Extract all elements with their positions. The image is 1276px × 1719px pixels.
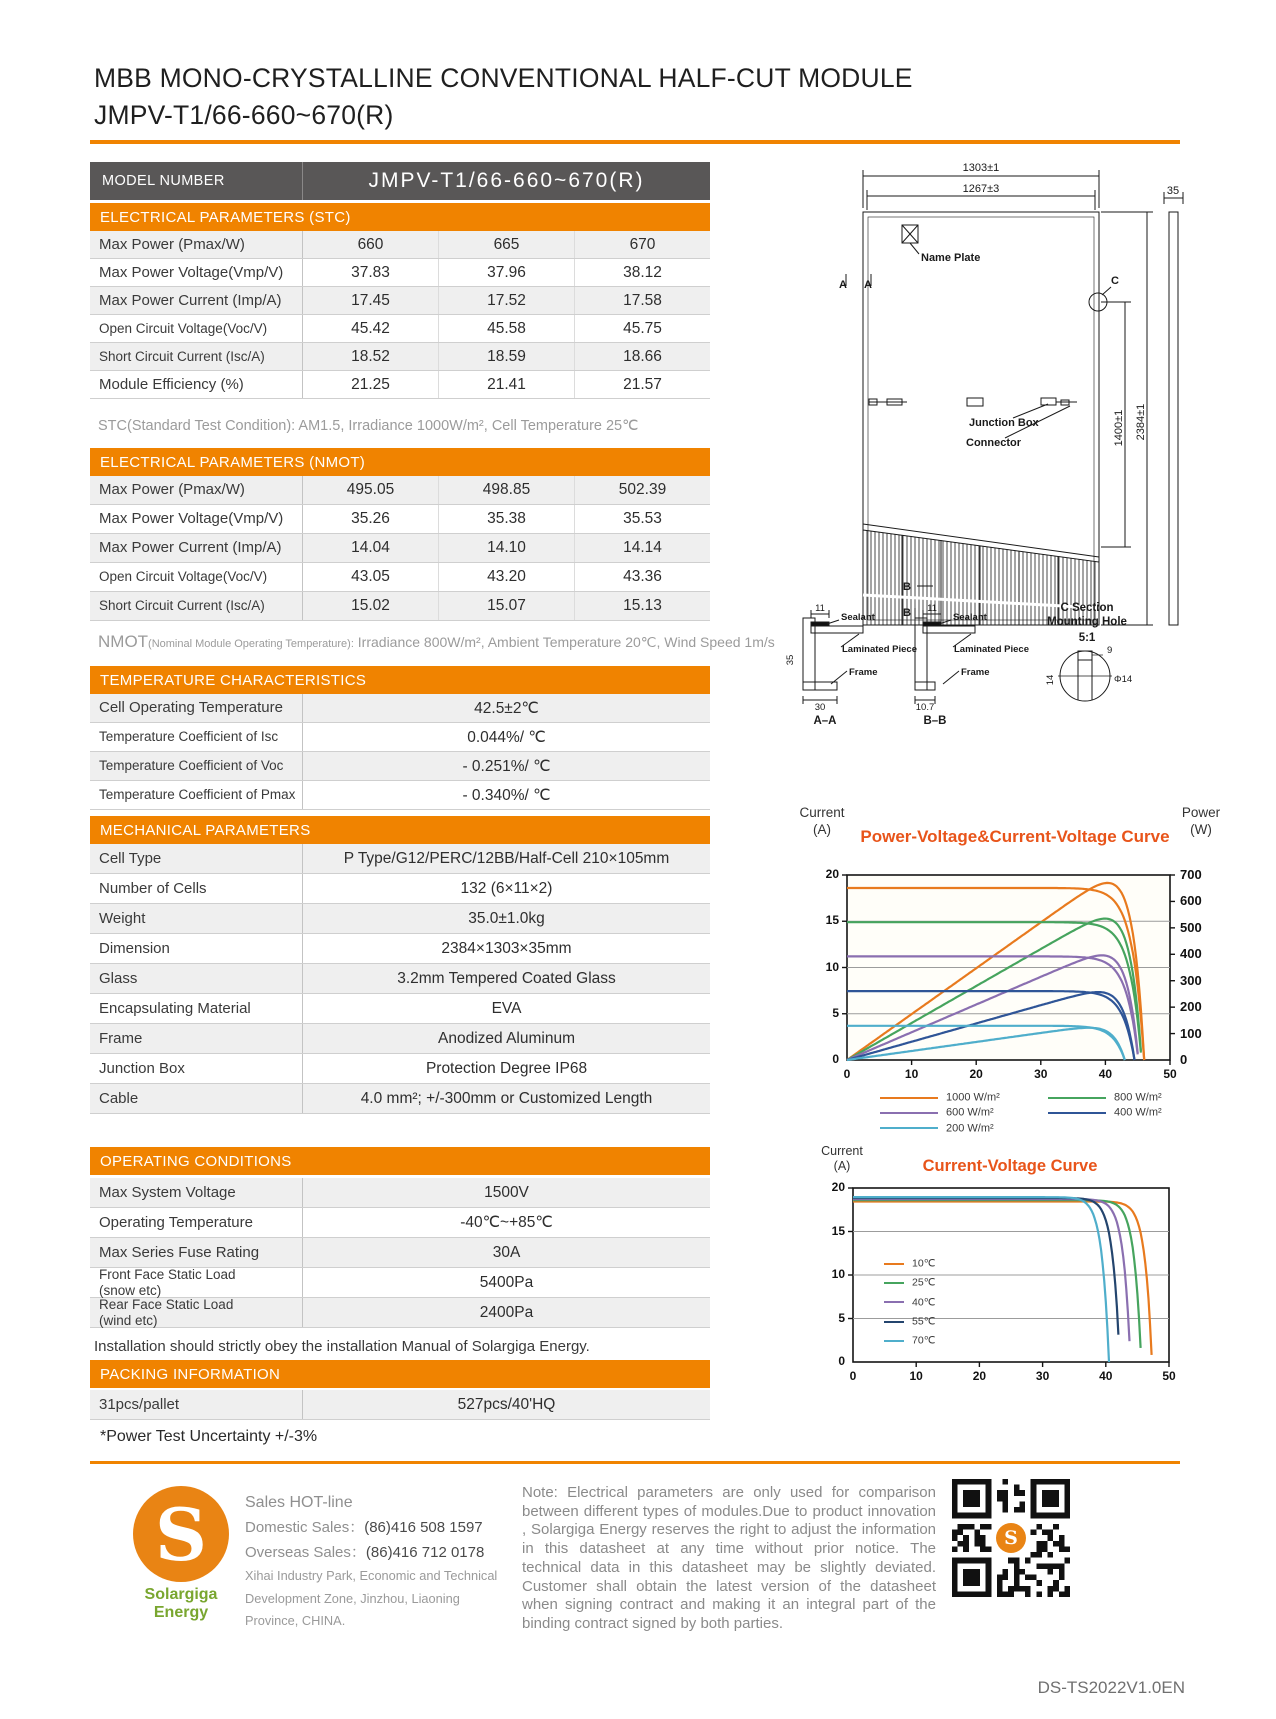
chart2-title: Current-Voltage Curve: [922, 1157, 1098, 1175]
axis-tick-label: 20: [972, 1369, 987, 1383]
legend-item: [884, 1293, 935, 1312]
overseas-sales-value: (86)416 712 0178: [365, 1544, 485, 1561]
axis-tick-label: 0: [832, 1052, 839, 1066]
axis-tick-label: 20: [831, 1180, 845, 1194]
row-value: 14.14: [623, 539, 662, 556]
row-label: Max System Voltage: [90, 1178, 303, 1207]
row-value: 0.044%/ ℃: [467, 728, 546, 746]
section-bb-title: B–B: [923, 715, 947, 727]
legend-label: 25℃: [912, 1276, 936, 1289]
axis-tick-label: 10: [904, 1067, 919, 1081]
axis-tick-label: 30: [1034, 1067, 1048, 1081]
axis-tick-label: 0: [849, 1369, 857, 1383]
nmot-note-rest: Irradiance 800W/m², Ambient Temperature 20℃, Wind Speed 1m/s: [353, 634, 775, 650]
mechanical-section-header: MECHANICAL PARAMETERS: [90, 816, 710, 844]
domestic-sales-label: Domestic Sales：: [245, 1519, 365, 1536]
axis-tick-label: 40: [1099, 1369, 1113, 1383]
axis-tick-label: 15: [825, 913, 839, 928]
row-label: Dimension: [90, 934, 303, 963]
footer-divider: [90, 1461, 1180, 1464]
axis-tick-label: 40: [1098, 1067, 1113, 1081]
nmot-note: [98, 632, 775, 652]
legend-line-swatch: [884, 1263, 904, 1265]
nmot-section-header: ELECTRICAL PARAMETERS (NMOT): [90, 448, 710, 476]
row-value: 18.66: [623, 347, 662, 365]
legend-line-swatch: [1048, 1112, 1106, 1114]
dim-hole-spacing-label: 1400±1: [1113, 409, 1125, 447]
axis-tick-label: 20: [825, 867, 839, 881]
table-row: [90, 1268, 710, 1298]
row-label: Short Circuit Current (Isc/A): [90, 343, 303, 370]
domestic-sales-line: [245, 1515, 515, 1540]
chart1-right-axis-unit: (W): [1190, 822, 1212, 837]
row-value: -40℃~+85℃: [460, 1214, 553, 1231]
row-value: 3.2mm Tempered Coated Glass: [397, 969, 616, 987]
axis-tick-label: 500: [1180, 919, 1202, 935]
legend-line-swatch: [880, 1127, 938, 1129]
table-row: [90, 231, 710, 259]
legend-item: [1048, 1105, 1216, 1120]
row-value: 498.85: [439, 476, 575, 504]
row-value: 37.83: [303, 259, 439, 286]
row-label: Temperature Coefficient of Isc: [90, 723, 303, 751]
row-value: 21.25: [303, 371, 439, 398]
row-value: 43.05: [303, 563, 439, 591]
legend-item: [884, 1254, 935, 1273]
nmot-table: [90, 476, 710, 621]
row-value: 2384×1303×35mm: [441, 939, 572, 957]
dim-width-inner-label: 1267±3: [962, 183, 1000, 195]
table-row: [90, 752, 710, 781]
qr-logo-letter: S: [1004, 1527, 1018, 1549]
row-value: 17.58: [623, 291, 662, 309]
qr-code: [952, 1479, 1070, 1597]
table-row: [90, 904, 710, 934]
row-label: Cell Type: [90, 844, 303, 873]
title-line2: JMPV-T1/66-660~670(R): [94, 100, 394, 130]
axis-tick-label: 100: [1180, 1025, 1202, 1041]
row-value: 37.96: [439, 259, 575, 286]
row-value: 17.45: [303, 287, 439, 314]
packing-table: [90, 1390, 710, 1420]
row-label: Temperature Coefficient of Voc: [90, 752, 303, 780]
legend-label: 400 W/m²: [1114, 1106, 1162, 1119]
row-label: Temperature Coefficient of Pmax: [90, 781, 303, 809]
row-label: Number of Cells: [90, 874, 303, 903]
table-row: [90, 723, 710, 752]
chart1-right-axis-label: Power: [1181, 805, 1221, 820]
name-plate-label: Name Plate: [921, 252, 981, 264]
axis-tick-label: 5: [832, 1005, 839, 1020]
axis-tick-label: 10: [825, 959, 839, 974]
row-value: 35.53: [623, 510, 662, 527]
row-value: 21.41: [439, 371, 575, 398]
row-value: 495.05: [303, 476, 439, 504]
section-mark-a1: A: [839, 279, 847, 291]
axis-tick-label: 50: [1162, 1369, 1176, 1383]
legend-line-swatch: [880, 1097, 938, 1099]
table-row: [90, 994, 710, 1024]
row-label: Max Power Voltage(Vmp/V): [90, 259, 303, 286]
row-value: 30A: [492, 1243, 521, 1261]
legal-note: Note: Electrical parameters are only used for comparison between different types of modules.Due to product innovation , Solargiga Energy reserves the right to adjust the information in this datasheet at any time without prior notice. The technical data in this datasheet may be slightly deviated. Customer shall obtain the latest version of the datasheet when signing contract and making it an integral part of the binding contract signed by both parties.: [522, 1484, 936, 1632]
aa-dim-35: 35: [785, 654, 796, 666]
legend-label: 600 W/m²: [946, 1106, 994, 1119]
axis-tick-label: 0: [1180, 1052, 1188, 1067]
table-row: [90, 371, 710, 399]
chart1-right-axis-title: [1168, 804, 1234, 838]
table-row: [90, 1298, 710, 1328]
legend-label: 40℃: [912, 1295, 936, 1308]
aa-dim-11: 11: [815, 603, 825, 614]
row-value: 35.38: [439, 505, 575, 533]
table-row: [90, 964, 710, 994]
packing-section-header: PACKING INFORMATION: [90, 1360, 710, 1388]
row-label: Module Efficiency (%): [90, 371, 303, 398]
legend-item: [880, 1105, 1048, 1120]
sales-hotline-label: Sales HOT-line: [245, 1494, 353, 1511]
legend-item: [880, 1090, 1048, 1105]
row-label: Max Power (Pmax/W): [90, 476, 303, 504]
row-value: 132 (6×11×2): [460, 879, 553, 897]
chart2-left-axis-title: [810, 1144, 874, 1174]
chart2-left-axis-unit: (A): [833, 1159, 851, 1173]
mounting-hole-mark-c: C: [1111, 275, 1119, 287]
row-value: EVA: [491, 999, 522, 1017]
temperature-section-header: TEMPERATURE CHARACTERISTICS: [90, 666, 710, 694]
axis-tick-label: 200: [1180, 999, 1202, 1015]
chart1-left-axis-unit: (A): [813, 822, 831, 837]
axis-tick-label: 10: [831, 1267, 845, 1281]
axis-tick-label: 50: [1163, 1067, 1177, 1081]
c-section-scale: 5:1: [1078, 632, 1096, 644]
row-label: Max Power Current (Imp/A): [90, 287, 303, 314]
chart-plot-area: [847, 875, 1170, 1060]
address-line2: Development Zone, Jinzhou, Liaoning: [245, 1590, 460, 1606]
legend-line-swatch: [884, 1282, 904, 1284]
row-label: Glass: [90, 964, 303, 993]
c-section-title-1: C Section: [1060, 602, 1114, 614]
table-row: [90, 1390, 710, 1420]
axis-tick-label: 20: [969, 1067, 983, 1081]
overseas-sales-label: Overseas Sales：: [245, 1544, 366, 1561]
stc-note: STC(Standard Test Condition): AM1.5, Irradiance 1000W/m², Cell Temperature 25℃: [98, 418, 639, 434]
row-value: 18.52: [303, 343, 439, 370]
row-label: Junction Box: [90, 1054, 303, 1083]
dim-width-outer-label: 1303±1: [962, 162, 1000, 174]
chart2-left-axis-label: Current: [821, 1144, 863, 1158]
section-aa-title: A–A: [813, 715, 837, 727]
document-code: DS-TS2022V1.0EN: [1037, 1678, 1185, 1697]
domestic-sales-value: (86)416 508 1597: [364, 1519, 483, 1536]
row-label: Max Power Current (Imp/A): [90, 534, 303, 562]
row-value: 15.13: [623, 597, 662, 614]
address-line3: Province, CHINA.: [245, 1613, 346, 1628]
row-label: Cell Operating Temperature: [90, 694, 303, 722]
row-label: Encapsulating Material: [90, 994, 303, 1023]
bb-dim-11: 11: [927, 603, 937, 614]
axis-tick-label: 700: [1180, 867, 1202, 882]
connector-label: Connector: [966, 437, 1021, 449]
chart-legend: [880, 1090, 1216, 1136]
row-value: 43.20: [439, 563, 575, 591]
row-value: 665: [439, 231, 575, 258]
axis-tick-label: 30: [1035, 1369, 1050, 1383]
table-row: [90, 315, 710, 343]
table-row: [90, 343, 710, 371]
company-logo-text: Solargiga Energy: [144, 1586, 218, 1621]
row-label: Operating Temperature: [90, 1208, 303, 1237]
row-value: 2400Pa: [479, 1303, 534, 1321]
row-value: 35.0±1.0kg: [468, 909, 545, 927]
company-logo: [133, 1486, 229, 1582]
row-value: - 0.251%/ ℃: [462, 757, 551, 775]
legend-label: 70℃: [912, 1334, 936, 1347]
axis-tick-label: 0: [843, 1067, 851, 1081]
table-row: [90, 781, 710, 810]
chart1-left-axis-label: Current: [799, 805, 845, 820]
row-value: 670: [629, 235, 656, 253]
bb-frame-label: Frame: [961, 667, 990, 678]
row-value: 15.02: [303, 592, 439, 620]
c-section-title-2: Mounting Hole: [1047, 616, 1127, 628]
row-value: 14.10: [439, 534, 575, 562]
address-line1: Xihai Industry Park, Economic and Technical: [245, 1568, 498, 1583]
table-row: [90, 287, 710, 315]
row-value: Anodized Aluminum: [438, 1029, 575, 1047]
table-row: [90, 1178, 710, 1208]
bb-dim-10-7: 10.7: [915, 702, 935, 713]
row-value: 43.36: [623, 568, 662, 585]
legend-line-swatch: [884, 1321, 904, 1323]
table-row: [90, 534, 710, 563]
row-value: 45.42: [303, 315, 439, 342]
table-row: [90, 1238, 710, 1268]
table-row: [90, 505, 710, 534]
row-label: Open Circuit Voltage(Voc/V): [90, 315, 303, 342]
dim-height-label: 2384±1: [1135, 403, 1147, 441]
row-value: 527pcs/40'HQ: [457, 1395, 556, 1413]
table-row: [90, 934, 710, 964]
table-row: [90, 563, 710, 592]
axis-tick-label: 600: [1180, 893, 1202, 909]
c-dim-14: 14: [1045, 674, 1056, 686]
title-line1: MBB MONO-CRYSTALLINE CONVENTIONAL HALF-CUT MODULE: [94, 63, 913, 93]
row-value: 502.39: [618, 481, 667, 498]
aa-frame-label: Frame: [849, 667, 878, 678]
c-dim-phi14: Φ14: [1114, 674, 1133, 685]
axis-tick-label: 10: [909, 1369, 923, 1383]
row-label: Cable: [90, 1084, 303, 1113]
axis-tick-label: 0: [838, 1354, 845, 1368]
row-value: - 0.340%/ ℃: [462, 786, 551, 804]
legend-line-swatch: [884, 1340, 904, 1342]
row-label: 31pcs/pallet: [90, 1390, 303, 1419]
row-label: Max Series Fuse Rating: [90, 1238, 303, 1267]
c-dim-9: 9: [1107, 645, 1113, 656]
row-value: 5400Pa: [479, 1273, 534, 1291]
aa-sealant-label: Sealant: [841, 612, 875, 623]
row-label: Short Circuit Current (Isc/A): [90, 592, 303, 620]
table-row: [90, 1024, 710, 1054]
legend-label: 55℃: [912, 1315, 936, 1328]
row-label: Frame: [90, 1024, 303, 1053]
title-divider: [90, 140, 1180, 144]
legend-label: 800 W/m²: [1114, 1091, 1162, 1104]
row-value: 42.5±2℃: [474, 699, 539, 717]
mechanical-table: [90, 844, 710, 1114]
temperature-table: [90, 694, 710, 810]
power-test-note: *Power Test Uncertainty +/-3%: [100, 1428, 318, 1445]
nmot-note-prefix: NMOT: [98, 632, 149, 651]
legend-line-swatch: [884, 1301, 904, 1303]
row-label: Front Face Static Load (snow etc): [90, 1268, 303, 1297]
legend-line-swatch: [1048, 1097, 1106, 1099]
table-row: [90, 476, 710, 505]
aa-dim-30: 30: [814, 702, 826, 713]
row-value: 4.0 mm²; +/-300mm or Customized Length: [360, 1089, 653, 1107]
section-mark-b2: B: [903, 607, 911, 619]
qr-logo-icon: [996, 1523, 1026, 1553]
chart1-title: Power-Voltage&Current-Voltage Curve: [860, 827, 1170, 846]
bb-sealant-label: Sealant: [953, 612, 987, 623]
table-row: [90, 844, 710, 874]
table-row: [90, 1054, 710, 1084]
row-label: Rear Face Static Load (wind etc): [90, 1298, 303, 1327]
bb-laminated-label: Laminated Piece: [954, 644, 1029, 655]
section-mark-b1: B: [903, 581, 911, 593]
legend-label: 10℃: [912, 1257, 936, 1270]
dim-thickness-label: 35: [1166, 185, 1180, 197]
row-value: 45.75: [623, 319, 662, 337]
module-technical-drawing: [745, 150, 1275, 735]
table-row: [90, 694, 710, 723]
legend-item: [884, 1331, 935, 1350]
chart1-left-axis-title: [786, 804, 858, 838]
axis-tick-label: 400: [1180, 946, 1202, 962]
legend-label: 1000 W/m²: [946, 1091, 1000, 1104]
installation-note: Installation should strictly obey the installation Manual of Solargiga Energy.: [94, 1338, 590, 1355]
row-value: Protection Degree IP68: [425, 1059, 588, 1077]
axis-tick-label: 5: [838, 1310, 845, 1325]
row-label: Max Power Voltage(Vmp/V): [90, 505, 303, 533]
row-value: 21.57: [623, 375, 662, 393]
row-value: 660: [303, 231, 439, 258]
table-row: [90, 592, 710, 621]
row-value: 17.52: [439, 287, 575, 314]
nmot-note-small: (Nominal Module Operating Temperature):: [148, 638, 354, 650]
chart-legend: [884, 1254, 935, 1350]
overseas-sales-line: [245, 1540, 515, 1565]
axis-tick-label: 15: [831, 1223, 845, 1238]
junction-box-label: Junction Box: [969, 417, 1039, 429]
legend-item: [884, 1312, 935, 1331]
table-row: [90, 1084, 710, 1114]
model-number-bar: [90, 162, 710, 200]
aa-laminated-label: Laminated Piece: [842, 644, 917, 655]
row-value: 1500V: [484, 1183, 529, 1201]
row-value: 15.07: [439, 592, 575, 620]
operating-section-header: OPERATING CONDITIONS: [90, 1147, 710, 1175]
legend-item: [1048, 1090, 1216, 1105]
section-mark-a2: A: [864, 279, 872, 291]
row-label: Weight: [90, 904, 303, 933]
model-number-label: MODEL NUMBER: [90, 162, 303, 200]
axis-tick-label: 300: [1180, 972, 1202, 988]
legend-item: [880, 1121, 1048, 1136]
row-value: 14.04: [303, 534, 439, 562]
model-number-value: JMPV-T1/66-660~670(R): [368, 169, 645, 192]
table-row: [90, 1208, 710, 1238]
row-value: P Type/G12/PERC/12BB/Half-Cell 210×105mm: [343, 849, 670, 867]
table-row: [90, 874, 710, 904]
legend-label: 200 W/m²: [946, 1121, 994, 1134]
operating-table: [90, 1178, 710, 1328]
legend-item: [884, 1273, 935, 1292]
page-title: [94, 60, 994, 134]
contact-block: [245, 1490, 515, 1633]
stc-table: [90, 231, 710, 399]
row-value: 45.58: [439, 315, 575, 342]
logo-letter: S: [155, 1491, 207, 1577]
stc-section-header: ELECTRICAL PARAMETERS (STC): [90, 203, 710, 231]
legend-line-swatch: [880, 1112, 938, 1114]
row-value: 35.26: [303, 505, 439, 533]
row-label: Open Circuit Voltage(Voc/V): [90, 563, 303, 591]
row-value: 38.12: [623, 263, 662, 281]
row-label: Max Power (Pmax/W): [90, 231, 303, 258]
table-row: [90, 259, 710, 287]
row-value: 18.59: [439, 343, 575, 370]
